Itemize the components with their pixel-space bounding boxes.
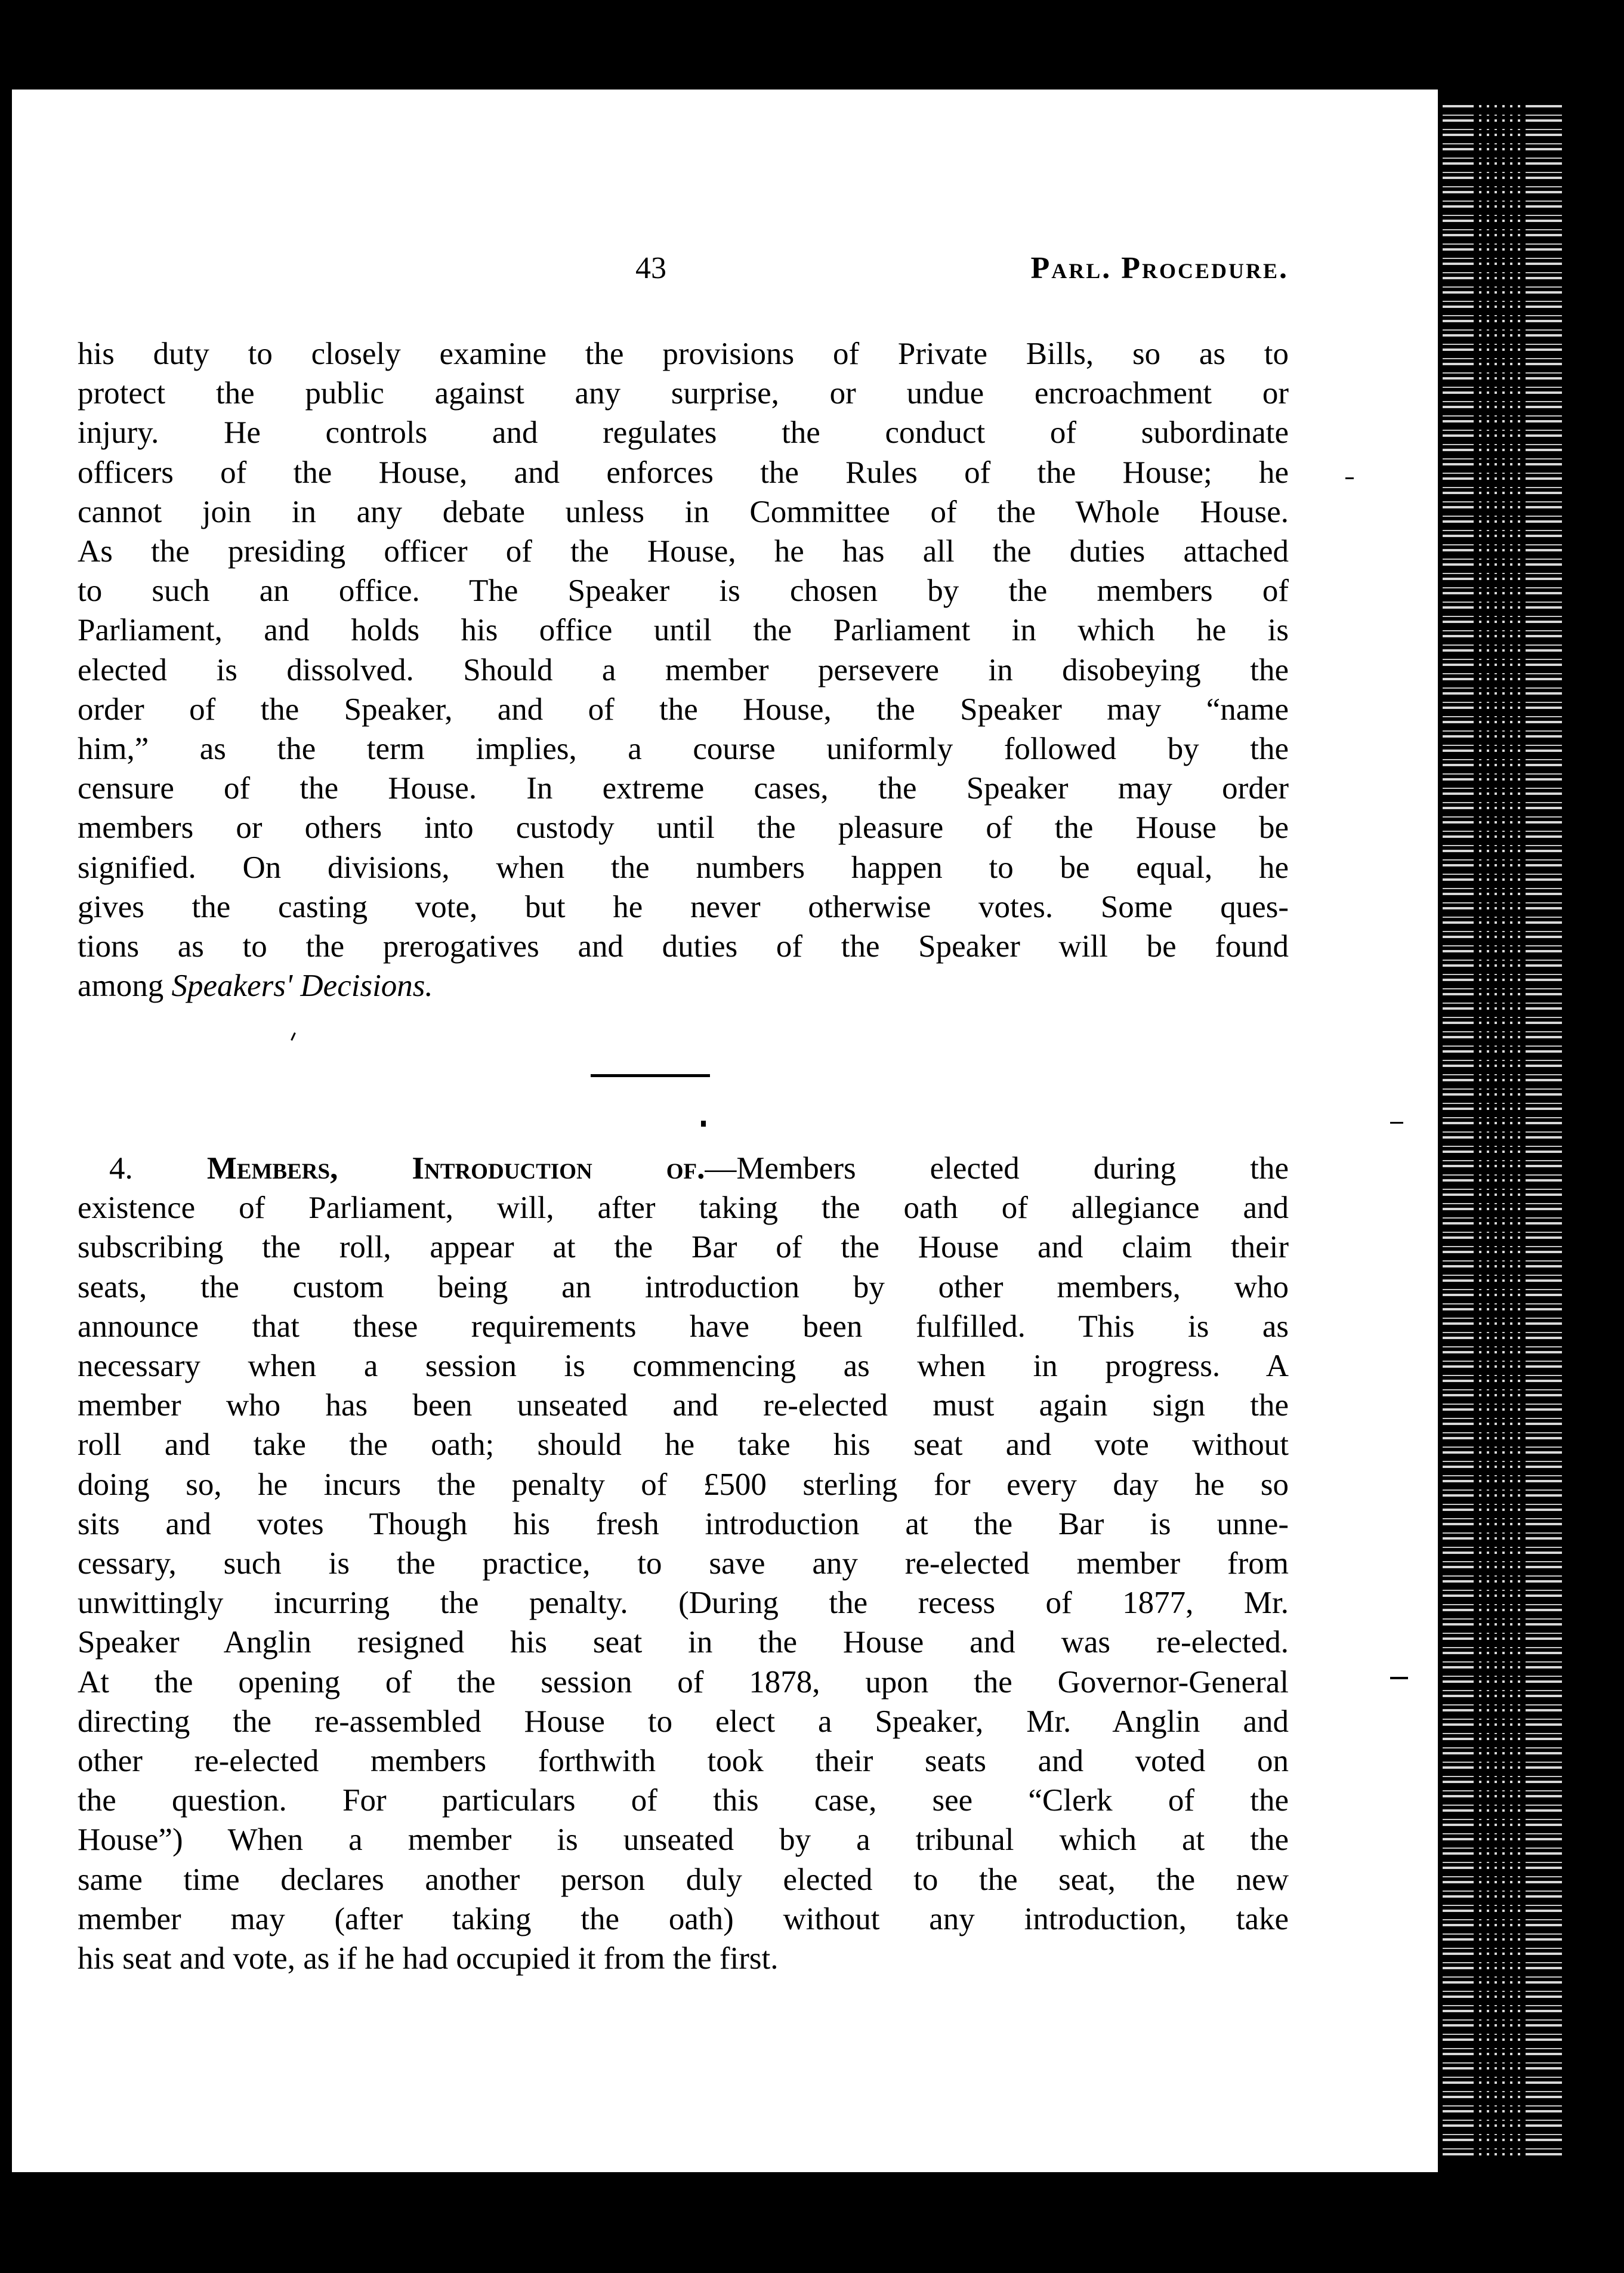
text-line-rest: —Members elected during the [705,1151,1289,1186]
text-line: injury. He controls and regulates the conduct of subordinate [78,415,1289,451]
text-line: At the opening of the session of 1878, upon the Governor-General [78,1664,1289,1700]
text-line: elected is dissolved. Should a member persevere in disobeying the [78,652,1289,687]
section-number: 4. [109,1151,133,1186]
section-heading: Members, Introduction of. [206,1151,705,1186]
cross-reference-speakers-decisions: Speakers' Decisions. [171,969,433,1004]
text-line: cannot join in any debate unless in Committee of the Whole House. [78,494,1289,529]
text-line-prefix: among [78,969,172,1004]
text-line: doing so, he incurs the penalty of £500 sterling for every day he so [78,1467,1289,1502]
text-line: signified. On divisions, when the numbers happen to be equal, he [78,850,1289,885]
text-line: member who has been unseated and re-elected must again sign the [78,1388,1289,1423]
section-divider [591,1074,710,1077]
text-line: necessary when a session is commencing as when in progress. A [78,1349,1289,1384]
text-line: sits and votes Though his fresh introduction at the Bar is unne- [78,1506,1289,1541]
text-line: order of the Speaker, and of the House, the Speaker may “name [78,692,1289,727]
text-line: cessary, such is the practice, to save any re-elected member from [78,1546,1289,1581]
text-line: other re-elected members forthwith took their seats and voted on [78,1744,1289,1779]
text-line: announce that these requirements have been fulfilled. This is as [78,1309,1289,1344]
page-number: 43 [635,251,666,285]
text-line: censure of the House. In extreme cases, the Speaker may order [78,771,1289,806]
text-line-last: his seat and vote, as if he had occupied it from the first. [78,1941,779,1976]
print-speck [701,1121,706,1127]
text-line: Speaker Anglin resigned his seat in the House and was re-elected. [78,1625,1289,1660]
text-line: Parliament, and holds his office until the Parliament in which he is [78,613,1289,648]
paragraph-speaker-duties [78,334,1289,1006]
text-line: him,” as the term implies, a course uniformly followed by the [78,732,1289,767]
text-line: unwittingly incurring the penalty. (During the recess of 1877, Mr. [78,1586,1289,1621]
text-line: same time declares another person duly elected to the seat, the new [78,1862,1289,1897]
page-header [78,251,1289,298]
text-line: existence of Parliament, will, after taking the oath of allegiance and [78,1191,1289,1226]
text-line: officers of the House, and enforces the Rules of the House; he [78,455,1289,490]
text-line: protect the public against any surprise, or undue encroachment or [78,376,1289,411]
running-head: Parl. Procedure. [1030,251,1289,285]
text-line-last [78,966,1289,1006]
text-line-first [78,1149,1289,1188]
text-line: members or others into custody until the pleasure of the House be [78,810,1289,846]
text-line: As the presiding officer of the House, he has all the duties attached [78,534,1289,569]
text-line: roll and take the oath; should he take his seat and vote without [78,1427,1289,1463]
text-line: gives the casting vote, but he never otherwise votes. Some ques- [78,889,1289,924]
paragraph-members-introduction [78,1149,1289,1978]
margin-mark [1390,1122,1403,1124]
margin-mark [1345,477,1354,479]
text-line: to such an office. The Speaker is chosen by the members of [78,573,1289,609]
text-line: seats, the custom being an introduction by other members, who [78,1269,1289,1304]
text-line: member may (after taking the oath) without any introduction, take [78,1901,1289,1936]
book-page-edges-shadow [1474,101,1527,2160]
text-line: directing the re-assembled House to elect a Speaker, Mr. Anglin and [78,1704,1289,1739]
text-line: House”) When a member is unseated by a tribunal which at the [78,1822,1289,1858]
text-line: his duty to closely examine the provisions of Private Bills, so as to [78,337,1289,371]
text-line: tions as to the prerogatives and duties of the Speaker will be found [78,929,1289,964]
text-line: subscribing the roll, appear at the Bar of the House and claim their [78,1230,1289,1265]
margin-mark [1390,1677,1408,1679]
text-line: the question. For particulars of this case, see “Clerk of the [78,1783,1289,1818]
